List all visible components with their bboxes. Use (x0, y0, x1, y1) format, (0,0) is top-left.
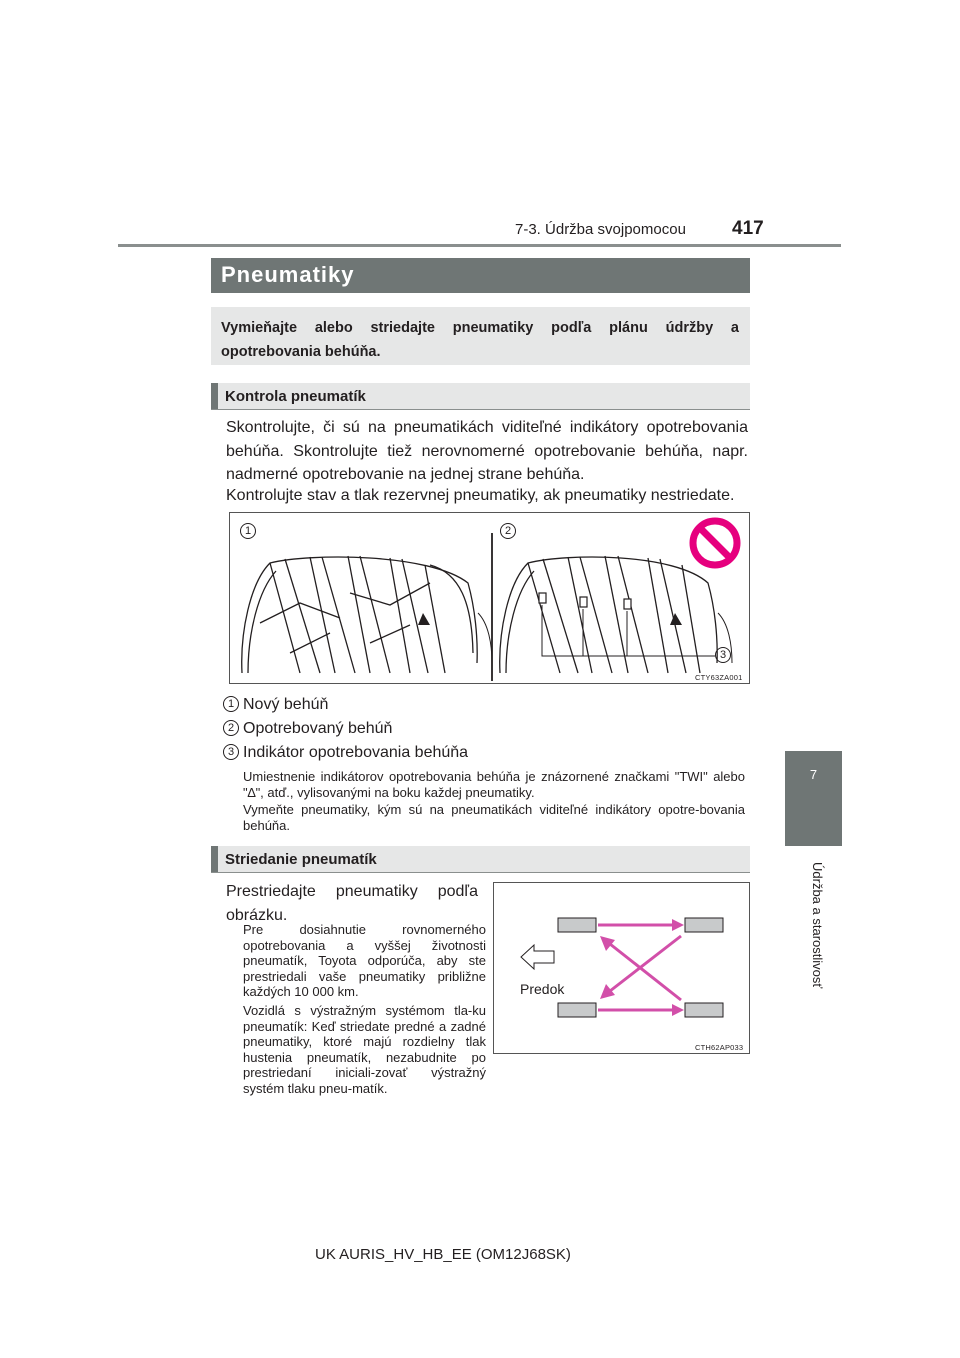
section-heading-label: Kontrola pneumatík (225, 388, 366, 405)
note-tpms-init: Vozidlá s výstražným systémom tla-ku pneumatík: Keď striedate predné a zadné pneumatiky, ktoré majú rozdielny tlak hustenia pneumatík, nezabudnite po prestriedaní iniciali-zovať výstražný systém tlaku pneu-matík. (243, 1003, 486, 1096)
page-title: Pneumatiky (221, 262, 355, 287)
page-title-bar (211, 258, 750, 293)
header-divider (118, 244, 841, 247)
legend-number-1: 1 (223, 696, 239, 712)
legend-text-1: Nový behúň (243, 696, 329, 713)
legend-number-2: 2 (223, 720, 239, 736)
heading-accent (211, 383, 218, 409)
paragraph-tire-check: Skontrolujte, či sú na pneumatikách viditeľné indikátory opotrebovania behúňa. Skontrolujte tiež nerovnomerné opotrebovanie behúňa, napr. nadmerné opotrebovanie na jednej strane behúňa. (226, 419, 748, 483)
chapter-title-vertical (805, 862, 825, 1022)
intro-box (211, 307, 750, 365)
tread-illustration (230, 513, 749, 683)
note-twi-markings: Umiestnenie indikátorov opotrebovania behúňa je znázornené značkami "TWI" alebo "∆", atď., vylisovanými na boku každej pneumatiky. (243, 769, 745, 800)
rotation-diagram (494, 883, 749, 1053)
indicator-leader (542, 605, 715, 656)
note-rotation-interval: Pre dosiahnutie rovnomerného opotrebovania a vyššej životnosti pneumatík, Toyota odporúča, aby ste prestriedali vaše pneumatiky približne každých 10 000 km. (243, 922, 486, 999)
triangle-marker-icon (418, 613, 430, 625)
prohibited-icon (693, 521, 737, 565)
callout-3: 3 (715, 647, 731, 663)
tread-wear-figure (229, 512, 750, 684)
legend-number-3: 3 (223, 744, 239, 760)
callout-2: 2 (500, 523, 516, 539)
chapter-title: Údržba a starostlivosť (810, 862, 825, 989)
figure-code-2: CTH62AP033 (695, 1043, 744, 1052)
figure-code: CTY63ZA001 (695, 673, 743, 682)
tire-rotation-figure (493, 882, 750, 1054)
chapter-number: 7 (809, 767, 818, 782)
front-direction-arrow-icon (521, 945, 554, 969)
document-id: UK AURIS_HV_HB_EE (OM12J68SK) (315, 1246, 571, 1263)
chapter-tab (785, 751, 842, 846)
triangle-marker-icon-2 (670, 613, 682, 625)
legend-text-3: Indikátor opotrebovania behúňa (243, 744, 469, 761)
callout-1: 1 (240, 523, 256, 539)
rotation-arrows (598, 919, 684, 1016)
page-number: 417 (732, 218, 764, 239)
intro-text: Vymieňajte alebo striedajte pneumatiky podľa plánu údržby a opotrebovania behúňa. (221, 320, 739, 360)
paragraph-rotation: Prestriedajte pneumatiky podľa obrázku. (226, 883, 478, 924)
front-label: Predok (520, 981, 565, 997)
paragraph-spare-tire: Kontrolujte stav a tlak rezervnej pneumatiky, ak pneumatiky nestriedate. (226, 487, 735, 504)
legend-text-2: Opotrebovaný behúň (243, 720, 393, 737)
worn-tread-tire (500, 556, 732, 673)
section-heading-tire-check (211, 383, 750, 410)
heading-accent-2 (211, 846, 218, 872)
note-replace-tires: Vymeňte pneumatiky, kým sú na pneumatikách viditeľné indikátory opotre-bovania behúňa. (243, 802, 745, 833)
section-heading-label-2: Striedanie pneumatík (225, 851, 377, 868)
section-heading-rotation (211, 846, 750, 873)
new-tread-tire (242, 556, 492, 673)
section-reference: 7-3. Údržba svojpomocou (515, 221, 686, 238)
wear-indicators (539, 593, 631, 609)
